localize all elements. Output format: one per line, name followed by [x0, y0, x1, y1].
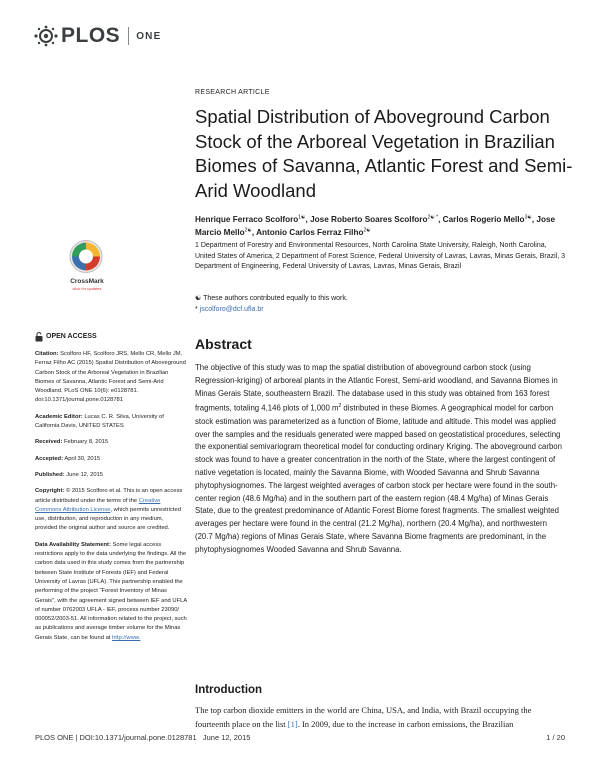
data-link[interactable]: http://www. [112, 634, 141, 641]
citation: Citation: Scolforo HF, Scolforo JRS, Mello CR, Mello JM, Ferraz Filho AC (2015) Spatial Distribution of Aboveground Carbon Stock of the Arboreal Vegetation in Brazilian Biomes of Savanna, Atlantic Forest and Semi-Arid Woodland. PLoS ONE 10(6): e0128781. doi:10.1371/journal.pone.0128781 [35, 351, 186, 404]
plos-one-logo[interactable] [33, 24, 161, 48]
academic-editor: Academic Editor: Lucas C. R. Silva, University of California Davis, UNITED STATES [35, 413, 164, 430]
published-date: Published: June 12, 2015 [35, 471, 104, 478]
logo-divider [128, 27, 129, 45]
author[interactable]: Antonio Carlos Ferraz Filho$^{2☯}$ [256, 227, 371, 237]
article-type: RESEARCH ARTICLE [195, 89, 270, 96]
data-availability: Data Availability Statement: Some legal access restrictions apply to the data underlying the findings. All the carbon data used in this study comes from the partnership between State Institute of Forests (IEF) and Federal University of Lavras (UFLA). This partnership enabled the performing of the project "Forest Inventory of Minas Gerais", with the agreement signed between IEF and UFLA of number 0762003 UFLA - IEF, process number 23090/ 000052/2003-51. All information related to the project, such as publications and average timber volume for the Minas Gerais State, can be found at http://www. [35, 541, 187, 641]
reference-link[interactable]: [1] [287, 719, 298, 729]
logo-journal: ONE [136, 30, 162, 42]
footer-citation: PLOS ONE | DOI:10.1371/journal.pone.0128781 June 12, 2015 [35, 733, 251, 742]
crossmark-label[interactable]: CrossMark [70, 278, 104, 285]
corresponding-author: * jscolforo@dcf.ufla.br [195, 305, 264, 313]
license-link[interactable]: Creative Commons Attribution License [35, 497, 161, 513]
abstract-heading: Abstract [195, 336, 252, 352]
author[interactable]: Henrique Ferraco Scolforo$^{1☯}$ [195, 214, 306, 224]
open-lock-icon [35, 332, 43, 342]
author[interactable]: Jose Marcio Mello$^{2☯}$ [195, 215, 556, 237]
logo-brand: PLOS [61, 24, 121, 47]
introduction-heading: Introduction [195, 684, 263, 696]
article-info-sidebar [35, 332, 187, 650]
email-link[interactable]: jscolforo@dcf.ufla.br [199, 305, 264, 313]
plos-logo-icon [33, 25, 59, 47]
article-title: Spatial Distribution of Aboveground Carbon Stock of the Arboreal Vegetation in Brazilian Biomes of Savanna, Atlantic Forest and Semi-Arid Woodland [195, 106, 573, 201]
abstract-text: The objective of this study was to map the spatial distribution of aboveground carbon stock (using Regression-kriging) of arboreal plants in the Atlantic Forest, Semi-arid woodland, and Savanna Biomes in Minas Gerais State, southeastern Brazil. The database used in this study was obtained from 163 forest fragments, totaling 4,146 plots of 1,000 $m^2$ distributed in these Biomes. A geographical model for carbon stock estimation was parameterized as a function of Biome, latitude and altitude. This model was applied over the samples and the residuals generated were mapped based on geostatistical procedures, selecting the exponential semivariogram theoretical model for conducting ordinary Kriging. The aboveground carbon stock was found to have a greater concentration in the north of the State, where the largest contingent of native vegetation is located, mainly the Savanna Biome, with Wooded Savanna and Shrub Savanna phytophysiognomes. The largest weighted averages of carbon stock per hectare were found in the south-center region (48.6 Mg/ha) and in the southern part of the eastern region (48.4 Mg/ha) of Minas Gerais State, due to the greatest predominance of Atlantic Forest Biome forest fragments. The smallest weighted averages per hectare were found in the central (21.2 Mg/ha), northern (20.4 Mg/ha), and northwestern (20.7 Mg/ha) regions of Minas Gerais State, where Savanna Biome fragments are predominant, in the phytophysiognomes Wooded Savanna and Shrub Savanna. [195, 363, 562, 554]
author[interactable]: Carlos Rogerio Mello$^{3☯}$ [442, 214, 532, 224]
introduction-text: The top carbon dioxide emitters in the world are China, USA, and India, with Brazil occupying the fourteenth place on the list [1]. In 2009, due to the increase in carbon emissions, the Brazilian [195, 705, 532, 729]
open-access-badge: OPEN ACCESS [35, 332, 187, 342]
author[interactable]: Jose Roberto Soares Scolforo$^{2☯ *}$ [310, 214, 439, 224]
crossmark-sublabel[interactable]: click for updates [72, 286, 102, 291]
equal-contribution-note: ☯ These authors contributed equally to this work. [195, 295, 348, 302]
page-number: 1 / 20 [546, 733, 565, 742]
page-footer [35, 733, 565, 742]
author-list: Henrique Ferraco Scolforo$^{1☯}$, Jose Roberto Soares Scolforo$^{2☯ *}$, Carlos Rogerio Mello$^{3☯}$, Jose Marcio Mello$^{2☯}$, Antonio Carlos Ferraz Filho$^{2☯}$ [195, 214, 556, 237]
received-date: Received: February 8, 2015 [35, 439, 109, 446]
copyright: Copyright: © 2015 Scolforo et al. This is an open access article distributed under the terms of the Creative Commons Attribution License, which permits unrestricted use, distribution, and reproduction in any medium, provided the original author and source are credited. [35, 488, 183, 532]
affiliations: 1 Department of Forestry and Environmental Resources, North Carolina State University, Raleigh, North Carolina, United States of America, 2 Department of Forest Science, Federal University of Lavras, Lavras, Minas Gerais, Brazil, 3 Department of Engineering, Federal University of Lavras, Lavras, Minas Gerais, Brazil [195, 242, 565, 270]
author-notes [195, 294, 348, 315]
accepted-date: Accepted: April 30, 2015 [35, 455, 101, 462]
